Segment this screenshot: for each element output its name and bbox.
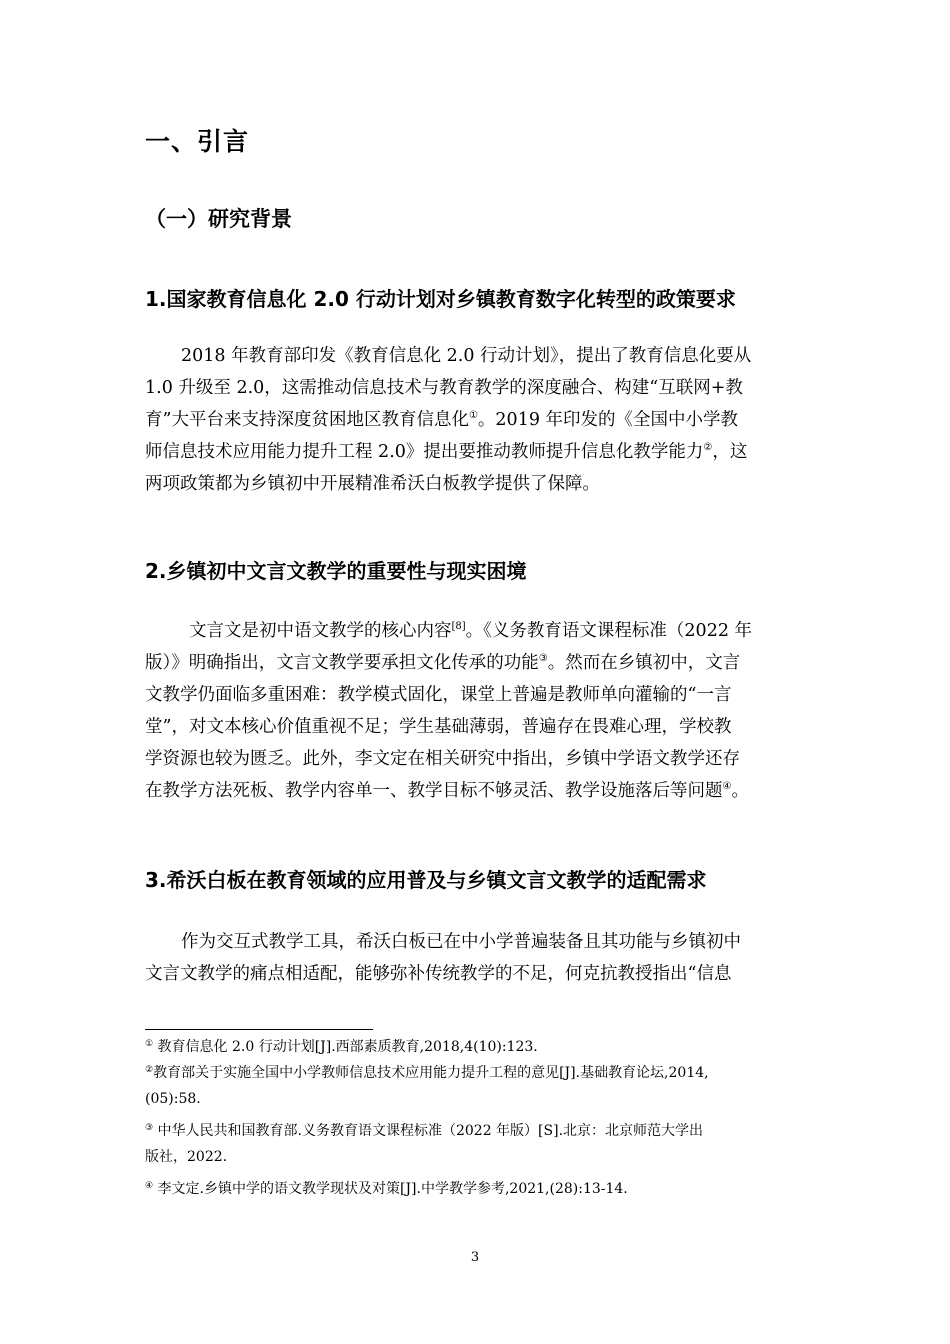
paragraph-line: 1.0 升级至 2.0，这需推动信息技术与教育教学的深度融合、构建“互联网+教 [145,378,743,398]
footnote-2: ②教育部关于实施全国中小学教师信息技术应用能力提升工程的意见[J].基础教育论坛,2014, [145,1065,709,1081]
chapter-heading: 一、引言 [145,127,250,156]
footnote-ref: ③ [538,653,548,664]
footnote-1: ① 教育信息化 2.0 行动计划[J].西部素质教育,2018,4(10):123. [145,1039,538,1055]
paragraph-line: 育”大平台来支持深度贫困地区教育信息化①。2019 年印发的《全国中小学教 [145,410,739,430]
footnotes [145,1034,805,1202]
paragraph-line: 在教学方法死板、教学内容单一、教学目标不够灵活、教学设施落后等问题④。 [145,781,749,801]
footnote-separator [145,1029,373,1030]
section-heading: （一）研究背景 [145,207,292,231]
footnote-ref: ② [703,442,713,453]
paragraph-line: 学资源也较为匮乏。此外，李文定在相关研究中指出，乡镇中学语文教学还存 [145,749,740,769]
paragraph-line: 2018 年教育部印发《教育信息化 2.0 行动计划》，提出了教育信息化要从 [181,346,752,366]
paragraph-line: 师信息技术应用能力提升工程 2.0》提出要推动教师提升信息化教学能力②，这 [145,442,748,462]
paragraph-line: 文教学仍面临多重困难：教学模式固化，课堂上普遍是教师单向灌输的“一言 [145,685,732,705]
footnote-2-continued: (05):58. [145,1091,201,1107]
page-number: 3 [470,1250,480,1265]
subsection-1-paragraph [145,340,805,500]
paragraph-line: 两项政策都为乡镇初中开展精准希沃白板教学提供了保障。 [145,474,600,494]
footnote-ref: ④ [722,781,732,792]
subsection-2-paragraph [145,615,805,807]
footnote-ref: ① [468,410,478,421]
citation-ref: [8] [451,621,466,632]
subsection-3-title: 3.希沃白板在教育领域的应用普及与乡镇文言文教学的适配需求 [145,868,707,892]
subsection-2-title: 2.乡镇初中文言文教学的重要性与现实困境 [145,559,527,583]
footnote-3-continued: 版社，2022. [145,1149,228,1165]
footnote-4: ④ 李文定.乡镇中学的语文教学现状及对策[J].中学教学参考,2021,(28):13-14. [145,1181,628,1197]
paragraph-line: 文言文教学的痛点相适配，能够弥补传统教学的不足，何克抗教授指出“信息 [145,964,732,984]
footnote-3: ③ 中华人民共和国教育部.义务教育语文课程标准（2022 年版）[S].北京：北京师范大学出 [145,1123,704,1139]
subsection-1-title: 1.国家教育信息化 2.0 行动计划对乡镇教育数字化转型的政策要求 [145,287,736,311]
paragraph-line: 版）》明确指出，文言文教学要承担文化传承的功能③。然而在乡镇初中，文言 [145,653,741,673]
paragraph-line: 作为交互式教学工具，希沃白板已在中小学普遍装备且其功能与乡镇初中 [181,932,741,952]
paragraph-line: 文言文是初中语文教学的核心内容[8]。《义务教育语文课程标准（2022 年 [189,621,753,641]
paragraph-line: 堂”，对文本核心价值重视不足；学生基础薄弱，普遍存在畏难心理，学校教 [145,717,732,737]
subsection-3-paragraph [145,926,805,990]
